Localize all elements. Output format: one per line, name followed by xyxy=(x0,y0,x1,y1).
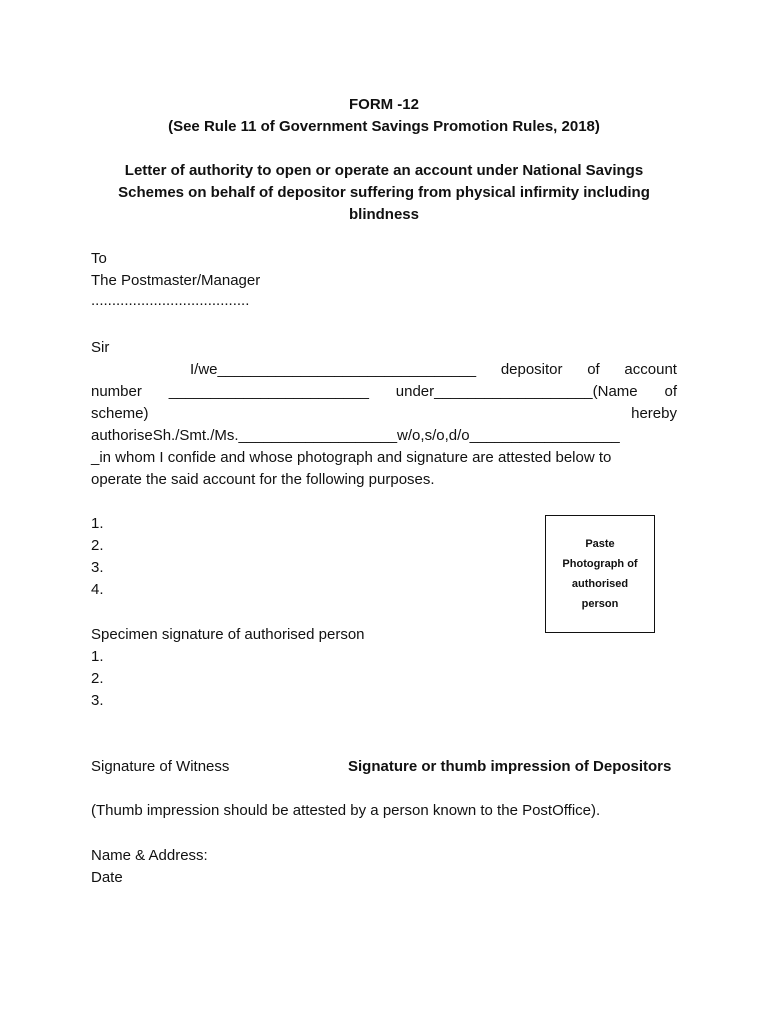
purpose-item-3: 3. xyxy=(91,559,104,576)
address-recipient: The Postmaster/Manager xyxy=(91,272,261,289)
text-of: of xyxy=(587,361,600,378)
text-purposes-intro: operate the said account for the following purposes. xyxy=(91,471,435,488)
photo-box-line-2: Photograph of xyxy=(562,558,638,570)
specimen-item-1: 1. xyxy=(91,648,104,665)
thumb-impression-note: (Thumb impression should be attested by a person known to the PostOffice). xyxy=(91,802,601,819)
depositor-signature-label: Signature or thumb impression of Depositors xyxy=(348,758,672,775)
name-address-label: Name & Address: xyxy=(91,847,208,864)
text-account: account xyxy=(624,361,677,378)
text-hereby: hereby xyxy=(631,405,677,422)
date-label: Date xyxy=(91,869,123,886)
paragraph-row-2 xyxy=(91,381,677,403)
photo-box-line-4: person xyxy=(581,598,619,610)
scheme-name-blank: under___________________(Name xyxy=(395,383,638,400)
purpose-item-1: 1. xyxy=(91,515,104,532)
photo-box-line-1: Paste xyxy=(585,538,615,550)
text-depositor: depositor xyxy=(500,361,563,378)
specimen-heading: Specimen signature of authorised person xyxy=(91,626,365,643)
paragraph-row-5 xyxy=(91,447,677,469)
text-number: number xyxy=(91,383,142,400)
authority-paragraph xyxy=(91,359,677,491)
form-number: FORM -12 xyxy=(348,96,419,113)
text-of-2: of xyxy=(664,383,677,400)
form-title-line-3: blindness xyxy=(348,206,419,223)
authorised-person-blank: authoriseSh./Smt./Ms.___________________w/o,s/o,d/o__________________ xyxy=(91,427,620,444)
paragraph-row-3 xyxy=(91,403,677,425)
text-confide: _in whom I confide and whose photograph and signature are attested below to xyxy=(91,449,612,466)
form-title-line-1: Letter of authority to open or operate an account under National Savings xyxy=(124,162,644,179)
specimen-item-3: 3. xyxy=(91,692,104,709)
form-title-line-2: Schemes on behalf of depositor suffering from physical infirmity including xyxy=(118,184,650,201)
photo-box-line-3: authorised xyxy=(571,578,629,590)
rule-reference: (See Rule 11 of Government Savings Promotion Rules, 2018) xyxy=(168,118,600,135)
witness-signature-label: Signature of Witness xyxy=(91,758,230,775)
purpose-item-2: 2. xyxy=(91,537,104,554)
paragraph-row-1 xyxy=(91,359,677,381)
depositor-name-blank: I/we_______________________________ xyxy=(190,361,477,378)
salutation: Sir xyxy=(91,339,110,356)
specimen-item-2: 2. xyxy=(91,670,104,687)
purpose-item-4: 4. xyxy=(91,581,104,598)
address-dots: ...................................... xyxy=(91,292,250,309)
photo-paste-box xyxy=(545,515,655,633)
text-scheme: scheme) xyxy=(91,405,149,422)
address-to: To xyxy=(91,250,107,267)
account-number-blank: ________________________ xyxy=(168,383,369,400)
